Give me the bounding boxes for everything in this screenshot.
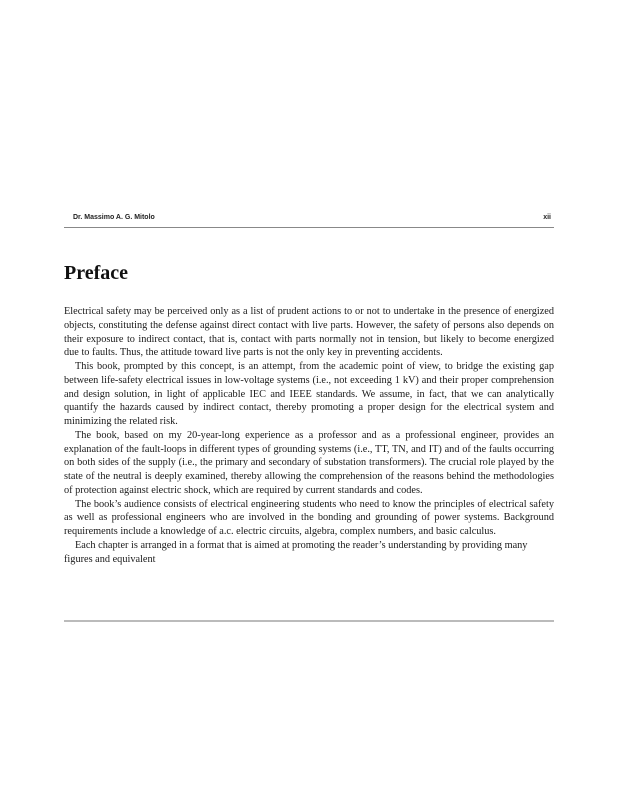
paragraph-4: The book’s audience consists of electrical engineering students who need to know the principles of electrical safety as well as professional engineers who are involved in the bonding and grounding of power systems. Background requirements include a knowledge of a.c. electric circuits, algebra, complex numbers, and basic calculus. bbox=[64, 498, 554, 537]
header-author: Dr. Massimo A. G. Mitolo bbox=[73, 214, 155, 221]
header-rule bbox=[64, 227, 554, 228]
header-page-number: xii bbox=[543, 214, 551, 221]
paragraph-5: Each chapter is arranged in a format that is aimed at promoting the reader’s understanding by providing many figures and equivalent bbox=[64, 539, 528, 565]
paragraph-2: This book, prompted by this concept, is an attempt, from the academic point of view, to bridge the existing gap between life-safety electrical issues in low-voltage systems (i.e., not exceeding 1 kV) and their proper comprehension and design solution, in light of applicable IEC and IEEE standards. We assume, in fact, that we can analytically quantify the hazards caused by indirect contact, thereby promoting a proper design for the electrical system and minimizing the related risk. bbox=[64, 361, 554, 427]
paragraph-3: The book, based on my 20-year-long experience as a professor and as a professional engineer, provides an explanation of the fault-loops in different types of grounding systems (i.e., TT, TN, and IT) and of the faults occurring on both sides of the supply (i.e., the primary and secondary of substation transformers). The crucial role played by the state of the neutral is deeply examined, thereby allowing the comprehension of the reasons behind the methodologies of protection against electric shock, which are required by current standards and codes. bbox=[64, 429, 554, 496]
footer-rule bbox=[64, 620, 554, 622]
running-header bbox=[64, 211, 554, 227]
page-title: Preface bbox=[64, 262, 129, 284]
body-text bbox=[64, 305, 554, 566]
paragraph-1: Electrical safety may be perceived only as a list of prudent actions to or not to undertake in the presence of energized objects, constituting the defense against direct contact with live parts. However, the safety of persons also depends on their exposure to indirect contact, that is, contact with parts normally not in tension, but likely to become energized due to faults. Thus, the attitude toward live parts is not the only key in preventing accidents. bbox=[64, 306, 554, 359]
